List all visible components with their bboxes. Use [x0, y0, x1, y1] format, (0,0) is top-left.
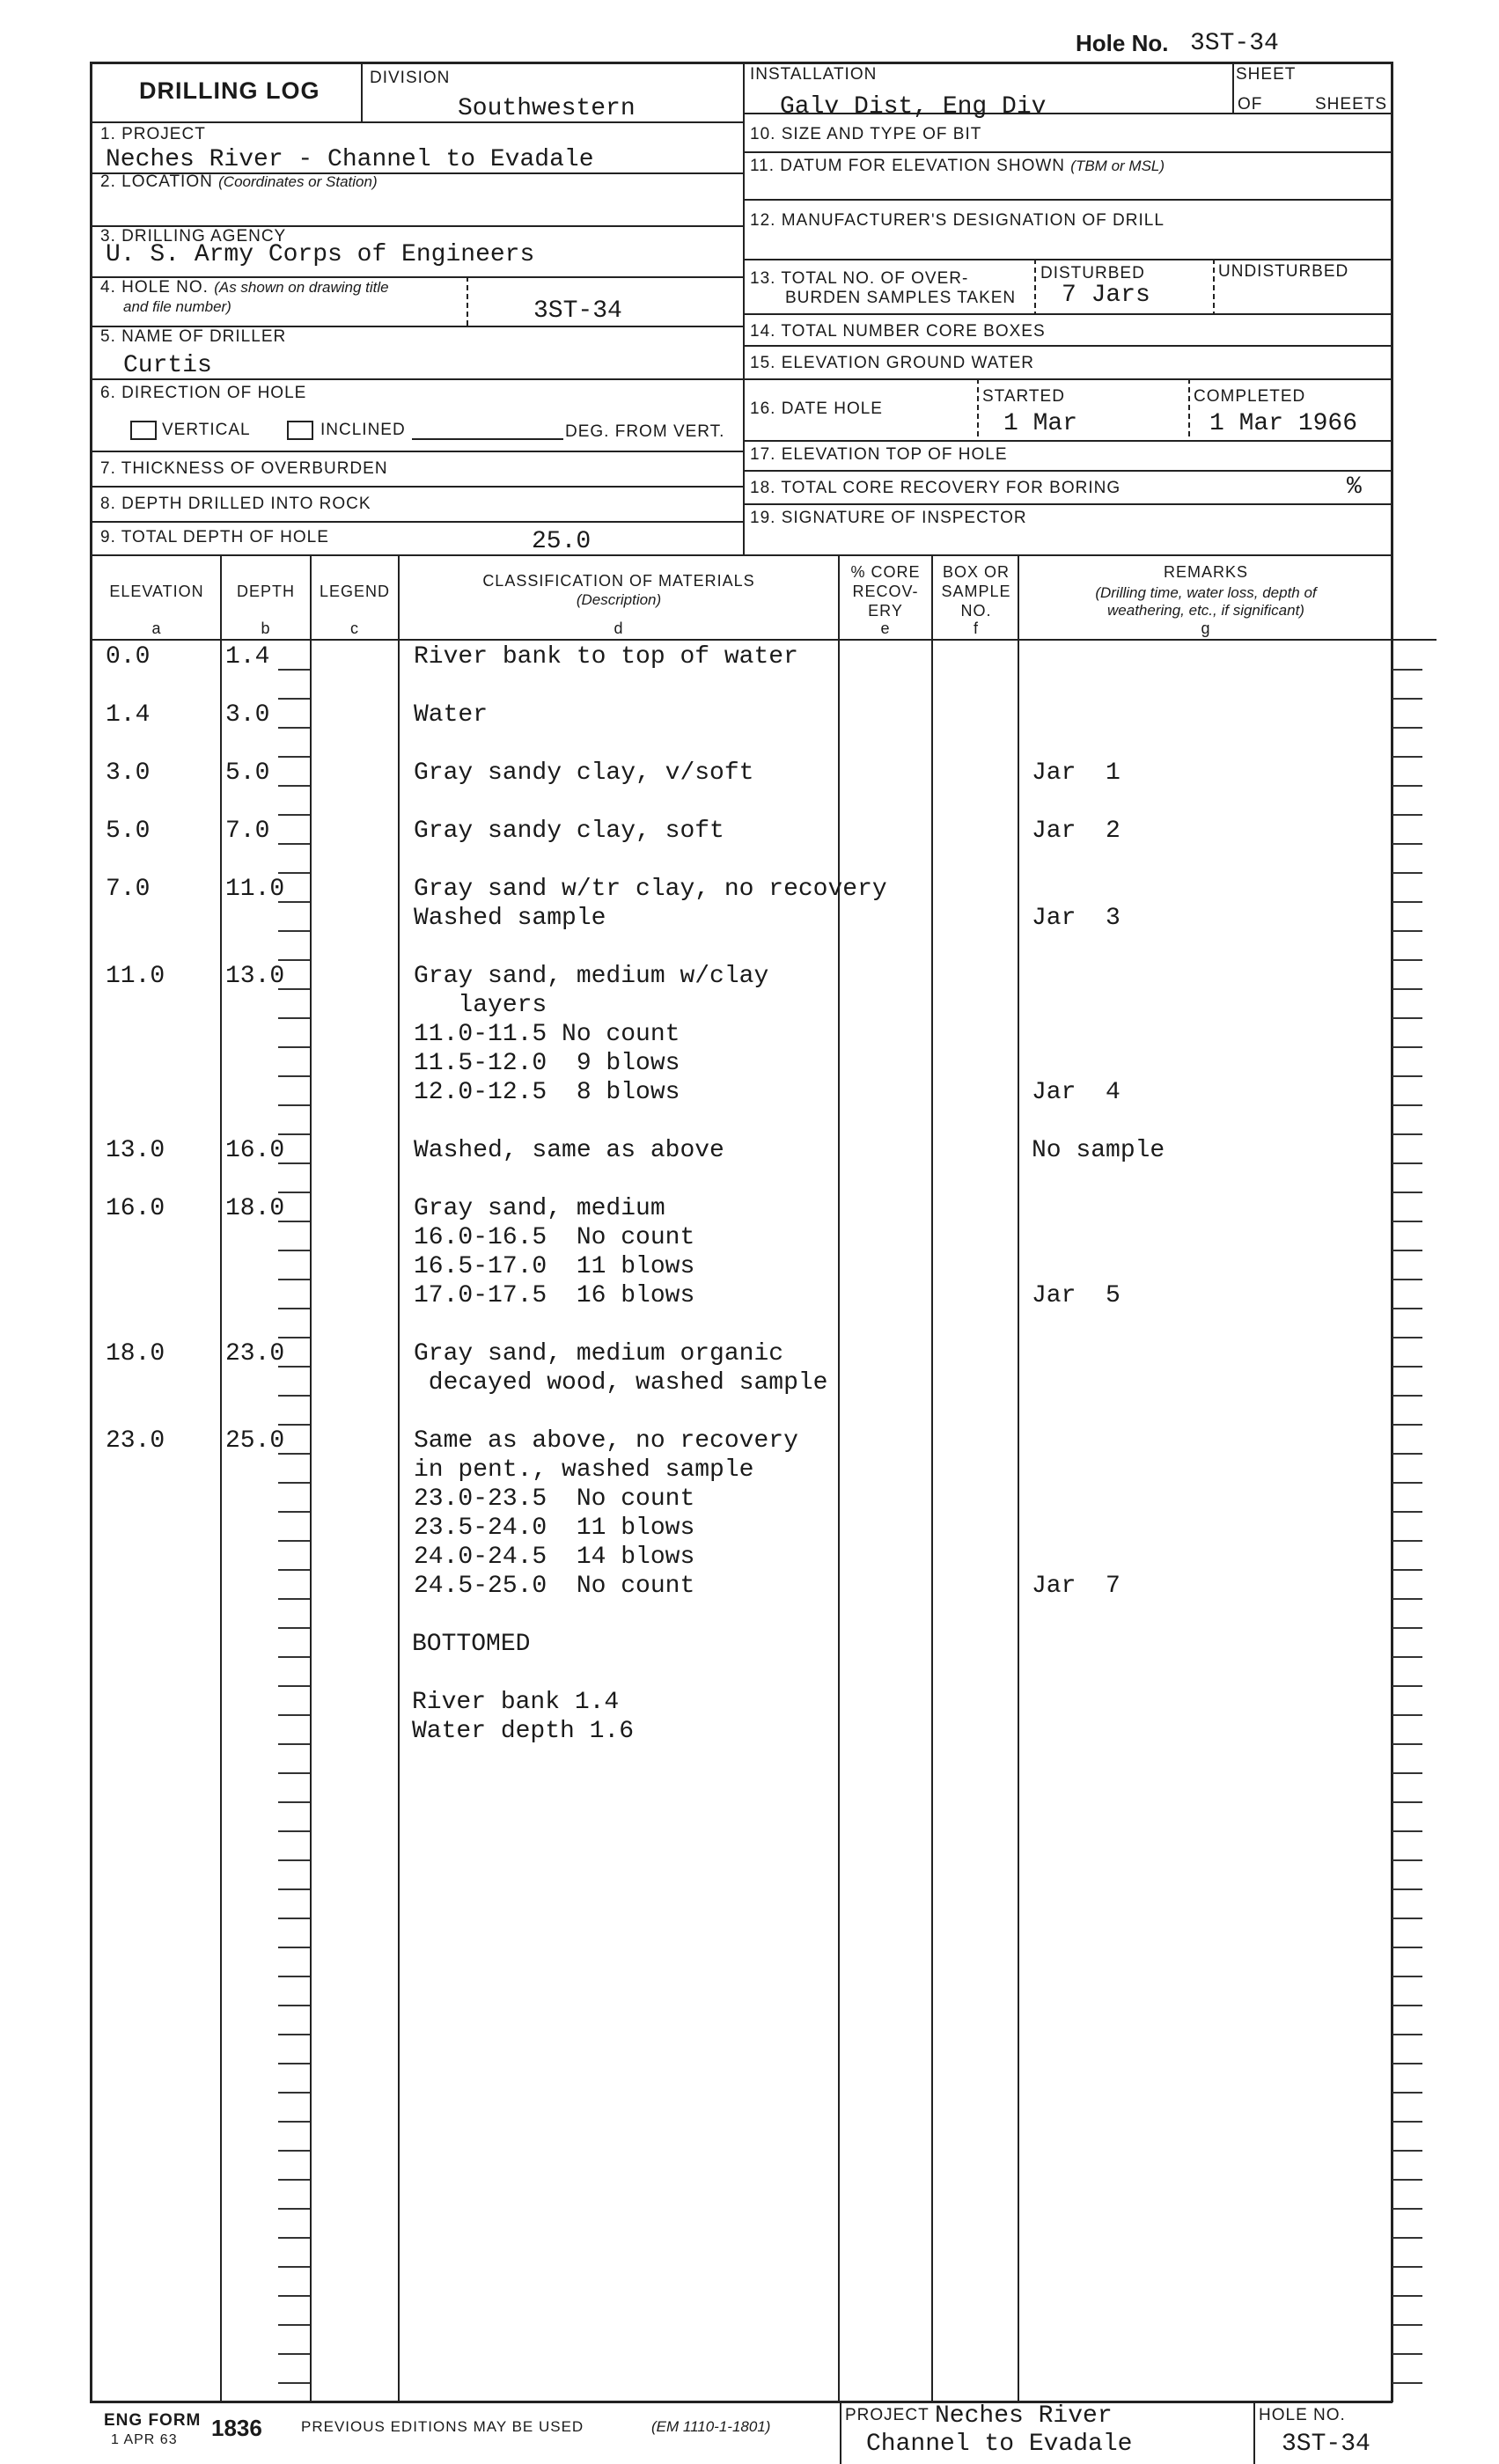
depth-tick [278, 1308, 310, 1309]
margin-tick [1392, 2295, 1422, 2297]
depth-tick [278, 1250, 310, 1251]
margin-tick [1392, 2353, 1422, 2355]
depth-tick [278, 2150, 310, 2152]
col-letter-g: g [1201, 620, 1211, 637]
hole-no-value: 3ST-34 [533, 297, 622, 325]
row-elevation: 3.0 [106, 759, 151, 787]
depth-tick [278, 2295, 310, 2297]
depth-tick [278, 814, 310, 816]
footer-form-no: 1836 [211, 2415, 262, 2441]
signature-label: 19. SIGNATURE OF INSPECTOR [750, 509, 1027, 527]
depth-tick [278, 1540, 310, 1542]
depth-tick [278, 2382, 310, 2384]
row-remark: Jar 1 [1032, 759, 1121, 787]
row-description-line: River bank to top of water [414, 643, 798, 671]
closing-line: BOTTOMED [412, 1631, 531, 1658]
row-elevation: 0.0 [106, 643, 151, 671]
margin-tick [1392, 2092, 1422, 2094]
row-description-line: Gray sand, medium [414, 1195, 665, 1222]
samples-label-1: 13. TOTAL NO. OF OVER- [750, 269, 969, 288]
direction-label: 6. DIRECTION OF HOLE [100, 384, 307, 402]
agency-label: 3. DRILLING AGENCY [100, 227, 287, 246]
closing-line: River bank 1.4 [412, 1689, 620, 1716]
datum-sub: (TBM or MSL) [1070, 158, 1165, 174]
col-elevation: ELEVATION [109, 583, 204, 600]
margin-tick [1392, 2266, 1422, 2268]
core-recovery-label: 18. TOTAL CORE RECOVERY FOR BORING [750, 479, 1121, 497]
margin-tick [1392, 1772, 1422, 1774]
row-description-line: 16.5-17.0 11 blows [414, 1253, 695, 1280]
sheets-label: SHEETS [1315, 95, 1388, 114]
margin-tick [1392, 959, 1422, 961]
depth-tick [278, 2266, 310, 2268]
margin-tick [1392, 1627, 1422, 1629]
vertical-label: VERTICAL [162, 421, 251, 439]
started-label: STARTED [982, 387, 1065, 406]
row-depth: 16.0 [225, 1137, 285, 1164]
location-sub: (Coordinates or Station) [218, 173, 378, 190]
depth-tick [278, 2121, 310, 2123]
row-depth: 5.0 [225, 759, 270, 787]
depth-tick [278, 727, 310, 729]
depth-tick [278, 1627, 310, 1629]
inclined-degree-line [412, 438, 563, 440]
margin-tick [1392, 1308, 1422, 1309]
row-remark: Jar 3 [1032, 905, 1121, 932]
col-box-1: BOX OR [942, 563, 1010, 581]
datum-label: 11. DATUM FOR ELEVATION SHOWN (TBM or MSL) [750, 157, 1165, 175]
row-description-line: Gray sandy clay, soft [414, 818, 724, 845]
margin-tick [1392, 1046, 1422, 1048]
bit-label: 10. SIZE AND TYPE OF BIT [750, 125, 982, 143]
inclined-checkbox[interactable] [287, 421, 313, 440]
location-label: 2. LOCATION (Coordinates or Station) [100, 172, 378, 191]
col-classification: CLASSIFICATION OF MATERIALS [482, 572, 755, 590]
depth-tick [278, 1830, 310, 1832]
hole-no-sub1: (As shown on drawing title [214, 279, 389, 296]
margin-tick [1392, 1859, 1422, 1861]
row-depth: 18.0 [225, 1195, 285, 1222]
margin-tick [1392, 1598, 1422, 1600]
row-description-line: Washed sample [414, 905, 606, 932]
sheet-label: SHEET [1236, 65, 1297, 84]
started-value: 1 Mar [1003, 410, 1078, 437]
driller-value: Curtis [123, 352, 212, 379]
row-depth: 3.0 [225, 701, 270, 729]
col-letter-f: f [973, 620, 979, 637]
depth-tick [278, 1656, 310, 1658]
margin-tick [1392, 2121, 1422, 2123]
footer-hole-value: 3ST-34 [1282, 2431, 1370, 2458]
row-description-line: Gray sand w/tr clay, no recovery [414, 876, 887, 903]
margin-tick [1392, 1133, 1422, 1135]
row-remark: Jar 4 [1032, 1079, 1121, 1106]
footer-em: (EM 1110-1-1801) [651, 2418, 771, 2435]
closing-line: Water depth 1.6 [412, 1718, 635, 1745]
row-description-line: Washed, same as above [414, 1137, 724, 1164]
core-boxes-label: 14. TOTAL NUMBER CORE BOXES [750, 322, 1046, 341]
footer-hole-label: HOLE NO. [1259, 2406, 1346, 2424]
row-elevation: 7.0 [106, 876, 151, 903]
col-box-3: NO. [960, 602, 992, 620]
depth-tick [278, 1511, 310, 1513]
total-depth-label: 9. TOTAL DEPTH OF HOLE [100, 528, 329, 546]
depth-tick [278, 1337, 310, 1338]
margin-tick [1392, 1250, 1422, 1251]
margin-tick [1392, 1366, 1422, 1368]
row-description-line: Gray sandy clay, v/soft [414, 759, 754, 787]
row-depth: 11.0 [225, 876, 285, 903]
row-description-line: 11.5-12.0 9 blows [414, 1050, 680, 1077]
disturbed-value: 7 Jars [1062, 282, 1150, 309]
depth-tick [278, 843, 310, 845]
row-description-line: Gray sand, medium w/clay [414, 963, 769, 990]
depth-tick [278, 1046, 310, 1048]
margin-tick [1392, 1453, 1422, 1455]
depth-tick [278, 1075, 310, 1077]
col-remarks-sub-2: weathering, etc., if significant) [1107, 602, 1304, 619]
footer-form-date: 1 APR 63 [111, 2432, 178, 2447]
depth-tick [278, 1772, 310, 1774]
percent-sign: % [1347, 473, 1362, 501]
margin-tick [1392, 2034, 1422, 2035]
margin-tick [1392, 2208, 1422, 2210]
undisturbed-label: UNDISTURBED [1218, 262, 1349, 281]
depth-tick [278, 2237, 310, 2239]
disturbed-label: DISTURBED [1040, 264, 1145, 282]
depth-tick [278, 1017, 310, 1019]
depth-tick [278, 1947, 310, 1948]
installation-label: INSTALLATION [750, 65, 878, 84]
footer-project-label: PROJECT [845, 2406, 930, 2424]
col-classification-sub: (Description) [576, 591, 662, 608]
row-depth: 13.0 [225, 963, 285, 990]
col-core-2: RECOV- [852, 583, 919, 600]
margin-tick [1392, 1337, 1422, 1338]
row-description-line: 24.5-25.0 No count [414, 1573, 695, 1600]
depth-tick [278, 2208, 310, 2210]
installation-value: Galv Dist, Eng Div [780, 93, 1047, 121]
row-elevation: 16.0 [106, 1195, 165, 1222]
margin-tick [1392, 1685, 1422, 1687]
row-description-line: layers [414, 992, 547, 1019]
row-description-line: 12.0-12.5 8 blows [414, 1079, 680, 1106]
depth-tick [278, 669, 310, 671]
margin-tick [1392, 1569, 1422, 1571]
margin-tick [1392, 1714, 1422, 1716]
row-elevation: 5.0 [106, 818, 151, 845]
margin-tick [1392, 1947, 1422, 1948]
footer-project-line2: Channel to Evadale [866, 2431, 1133, 2458]
depth-tick [278, 1482, 310, 1484]
overburden-label: 7. THICKNESS OF OVERBURDEN [100, 459, 388, 478]
depth-tick [278, 1801, 310, 1803]
depth-tick [278, 1104, 310, 1106]
depth-tick [278, 756, 310, 758]
margin-tick [1392, 2237, 1422, 2239]
depth-tick [278, 1685, 310, 1687]
margin-tick [1392, 1918, 1422, 1919]
ground-water-label: 15. ELEVATION GROUND WATER [750, 354, 1035, 372]
date-hole-label: 16. DATE HOLE [750, 400, 883, 418]
depth-tick [278, 1888, 310, 1890]
margin-tick [1392, 785, 1422, 787]
top-hole-label: Hole No. [1076, 30, 1169, 56]
depth-tick [278, 1859, 310, 1861]
row-description-line: in pent., washed sample [414, 1456, 754, 1484]
col-letter-c: c [350, 620, 359, 637]
margin-tick [1392, 1104, 1422, 1106]
row-description-line: 11.0-11.5 No count [414, 1021, 680, 1048]
row-description-line: Water [414, 701, 489, 729]
row-depth: 1.4 [225, 643, 270, 671]
depth-tick [278, 2324, 310, 2326]
division-value: Southwestern [458, 95, 636, 122]
margin-tick [1392, 1888, 1422, 1890]
col-core-3: ERY [868, 602, 903, 620]
row-elevation: 1.4 [106, 701, 151, 729]
vertical-checkbox[interactable] [130, 421, 157, 440]
margin-tick [1392, 1976, 1422, 1977]
margin-tick [1392, 669, 1422, 671]
row-depth: 23.0 [225, 1340, 285, 1368]
margin-tick [1392, 756, 1422, 758]
of-label: OF [1238, 95, 1263, 114]
total-depth-value: 25.0 [532, 528, 592, 555]
depth-tick [278, 2179, 310, 2181]
margin-tick [1392, 1511, 1422, 1513]
depth-tick [278, 1395, 310, 1397]
depth-tick [278, 2063, 310, 2064]
depth-tick [278, 1424, 310, 1426]
depth-tick [278, 1569, 310, 1571]
row-description-line: decayed wood, washed sample [414, 1369, 828, 1397]
project-label: 1. PROJECT [100, 125, 206, 143]
samples-label-2: BURDEN SAMPLES TAKEN [785, 289, 1017, 307]
depth-tick [278, 1714, 310, 1716]
completed-label: COMPLETED [1194, 387, 1306, 406]
hole-no-sub2: and file number) [123, 298, 231, 315]
col-legend: LEGEND [319, 583, 391, 600]
row-description-line: Gray sand, medium organic [414, 1340, 784, 1368]
depth-tick [278, 1192, 310, 1193]
margin-tick [1392, 1743, 1422, 1745]
depth-tick [278, 785, 310, 787]
footer-eng-form: ENG FORM [104, 2411, 202, 2430]
agency-value: U. S. Army Corps of Engineers [106, 241, 535, 268]
margin-tick [1392, 1540, 1422, 1542]
row-elevation: 23.0 [106, 1427, 165, 1455]
col-box-2: SAMPLE [941, 583, 1011, 600]
row-remark: No sample [1032, 1137, 1165, 1164]
hole-no-label: 4. HOLE NO. (As shown on drawing title [100, 278, 389, 297]
depth-tick [278, 930, 310, 932]
rock-label: 8. DEPTH DRILLED INTO ROCK [100, 495, 371, 513]
row-description-line: 17.0-17.5 16 blows [414, 1282, 695, 1309]
depth-tick [278, 1918, 310, 1919]
top-hole-value: 3ST-34 [1190, 30, 1279, 57]
row-depth: 25.0 [225, 1427, 285, 1455]
row-elevation: 18.0 [106, 1340, 165, 1368]
driller-label: 5. NAME OF DRILLER [100, 327, 287, 346]
margin-tick [1392, 1424, 1422, 1426]
row-elevation: 11.0 [106, 963, 165, 990]
col-letter-d: d [614, 620, 624, 637]
depth-tick [278, 1279, 310, 1280]
depth-tick [278, 2092, 310, 2094]
footer-project-line1: Neches River [935, 2402, 1113, 2430]
depth-tick [278, 1598, 310, 1600]
depth-tick [278, 1743, 310, 1745]
margin-tick [1392, 1279, 1422, 1280]
margin-tick [1392, 2324, 1422, 2326]
margin-tick [1392, 1192, 1422, 1193]
margin-tick [1392, 1482, 1422, 1484]
margin-tick [1392, 2179, 1422, 2181]
margin-tick [1392, 727, 1422, 729]
margin-tick [1392, 901, 1422, 903]
margin-tick [1392, 1395, 1422, 1397]
completed-value: 1 Mar 1966 [1209, 410, 1358, 437]
margin-tick [1392, 872, 1422, 874]
row-description-line: 24.0-24.5 14 blows [414, 1544, 695, 1571]
margin-tick [1392, 2382, 1422, 2384]
col-core-1: % CORE [850, 563, 921, 581]
elev-top-label: 17. ELEVATION TOP OF HOLE [750, 445, 1008, 464]
row-remark: Jar 7 [1032, 1573, 1121, 1600]
col-remarks: REMARKS [1163, 563, 1248, 581]
margin-tick [1392, 814, 1422, 816]
depth-tick [278, 959, 310, 961]
depth-tick [278, 1976, 310, 1977]
row-remark: Jar 5 [1032, 1282, 1121, 1309]
row-description-line: 16.0-16.5 No count [414, 1224, 695, 1251]
margin-tick [1392, 698, 1422, 700]
depth-tick [278, 1133, 310, 1135]
project-value: Neches River - Channel to Evadale [106, 146, 594, 173]
margin-tick [1392, 1830, 1422, 1832]
col-letter-e: e [880, 620, 891, 637]
margin-tick [1392, 1075, 1422, 1077]
depth-tick [278, 2353, 310, 2355]
depth-tick [278, 872, 310, 874]
depth-tick [278, 2005, 310, 2006]
margin-tick [1392, 1162, 1422, 1164]
margin-tick [1392, 2005, 1422, 2006]
col-letter-a: a [151, 620, 162, 637]
margin-tick [1392, 2150, 1422, 2152]
division-label: DIVISION [370, 69, 451, 87]
row-description-line: 23.0-23.5 No count [414, 1485, 695, 1513]
margin-tick [1392, 1221, 1422, 1222]
margin-tick [1392, 1656, 1422, 1658]
margin-tick [1392, 843, 1422, 845]
col-letter-b: b [261, 620, 271, 637]
margin-tick [1392, 988, 1422, 990]
row-description-line: Same as above, no recovery [414, 1427, 798, 1455]
footer-previous: PREVIOUS EDITIONS MAY BE USED [301, 2418, 584, 2435]
margin-tick [1392, 930, 1422, 932]
margin-tick [1392, 1017, 1422, 1019]
col-remarks-sub-1: (Drilling time, water loss, depth of [1095, 584, 1317, 601]
margin-tick [1392, 2063, 1422, 2064]
row-remark: Jar 2 [1032, 818, 1121, 845]
row-description-line: 23.5-24.0 11 blows [414, 1514, 695, 1542]
form-title: DRILLING LOG [139, 77, 320, 104]
depth-tick [278, 698, 310, 700]
manufacturer-label: 12. MANUFACTURER'S DESIGNATION OF DRILL [750, 211, 1165, 230]
col-depth: DEPTH [236, 583, 295, 600]
deg-label: DEG. FROM VERT. [565, 422, 725, 441]
row-elevation: 13.0 [106, 1137, 165, 1164]
margin-tick [1392, 1801, 1422, 1803]
depth-tick [278, 2034, 310, 2035]
inclined-label: INCLINED [320, 421, 406, 439]
row-depth: 7.0 [225, 818, 270, 845]
